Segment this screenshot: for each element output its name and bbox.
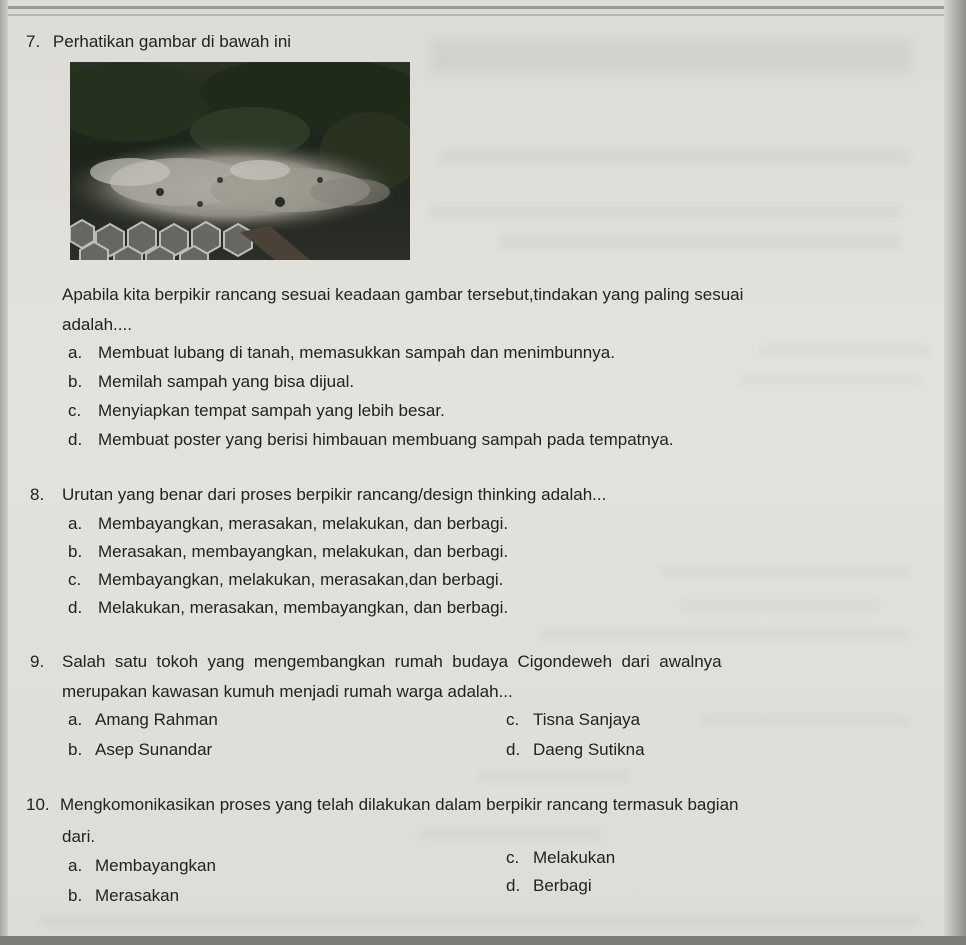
q9-header — [30, 652, 722, 672]
q7-option-b — [68, 372, 355, 392]
q10-question-line2: dari. — [62, 827, 96, 846]
q10-option-c-letter: c. — [506, 848, 520, 867]
q9-option-d-text: Daeng Sutikna — [533, 740, 645, 759]
q8-option-d-text: Melakukan, merasakan, membayangkan, dan berbagi. — [98, 598, 509, 617]
q7-option-d-text: Membuat poster yang berisi himbauan membuang sampah pada tempatnya. — [98, 430, 674, 449]
q9-option-c — [506, 710, 641, 730]
q8-option-d-letter: d. — [68, 598, 83, 617]
q7-option-c-letter: c. — [68, 401, 82, 420]
page-left-edge — [0, 0, 8, 945]
q10-option-a — [68, 856, 216, 876]
q7-question-line2: adalah.... — [62, 315, 132, 334]
q7-option-c-text: Menyiapkan tempat sampah yang lebih besar. — [98, 401, 445, 420]
q9-option-b-letter: b. — [68, 740, 83, 759]
q8-option-a — [68, 514, 509, 534]
q7-option-b-text: Memilah sampah yang bisa dijual. — [98, 372, 355, 391]
q7-prompt: Perhatikan gambar di bawah ini — [52, 32, 292, 51]
q7-option-d-letter: d. — [68, 430, 83, 449]
q8-header — [30, 485, 607, 505]
q10-option-d-text: Berbagi — [533, 876, 592, 895]
q10-option-c — [506, 848, 616, 868]
q8-option-a-text: Membayangkan, merasakan, melakukan, dan berbagi. — [98, 514, 509, 533]
q10-option-b-text: Merasakan — [95, 886, 180, 905]
q9-option-b-text: Asep Sunandar — [95, 740, 213, 759]
q8-option-b-text: Merasakan, membayangkan, melakukan, dan berbagi. — [98, 542, 509, 561]
top-rule-secondary — [0, 14, 966, 16]
bottom-page-edge — [0, 936, 966, 945]
q7-number: 7. — [26, 32, 41, 51]
q8-option-c-letter: c. — [68, 570, 82, 589]
q7-option-b-letter: b. — [68, 372, 83, 391]
q7-option-d — [68, 430, 674, 450]
q8-option-c — [68, 570, 504, 590]
q8-option-c-text: Membayangkan, melakukan, merasakan,dan berbagi. — [98, 570, 504, 589]
q10-option-d-letter: d. — [506, 876, 521, 895]
q9-option-a-letter: a. — [68, 710, 83, 729]
q7-photo-trash-pile — [70, 62, 410, 260]
q10-option-b — [68, 886, 180, 906]
top-rule — [0, 6, 966, 9]
q10-number: 10. — [26, 795, 50, 814]
q8-option-b — [68, 542, 509, 562]
q8-option-a-letter: a. — [68, 514, 83, 533]
trash-pile-image — [70, 62, 410, 260]
q8-question: Urutan yang benar dari proses berpikir rancang/design thinking adalah... — [62, 485, 607, 504]
q9-option-a-text: Amang Rahman — [95, 710, 218, 729]
q10-option-b-letter: b. — [68, 886, 83, 905]
page-right-edge — [944, 0, 966, 945]
q9-option-c-letter: c. — [506, 710, 520, 729]
q9-number: 9. — [30, 652, 45, 671]
q7-option-a-text: Membuat lubang di tanah, memasukkan sampah dan menimbunnya. — [98, 343, 615, 362]
q10-header — [26, 795, 739, 815]
q8-option-b-letter: b. — [68, 542, 83, 561]
q9-option-d-letter: d. — [506, 740, 521, 759]
q10-question-line1: Mengkomonikasikan proses yang telah dilakukan dalam berpikir rancang termasuk bagian — [60, 795, 739, 814]
q9-question-line1: Salah satu tokoh yang mengembangkan rumah budaya Cigondeweh dari awalnya — [62, 652, 722, 671]
q10-option-d — [506, 876, 592, 896]
q7-option-a — [68, 343, 615, 363]
q7-option-c — [68, 401, 445, 421]
q10-option-a-letter: a. — [68, 856, 83, 875]
q9-option-c-text: Tisna Sanjaya — [533, 710, 641, 729]
q7-option-a-letter: a. — [68, 343, 83, 362]
q8-number: 8. — [30, 485, 45, 504]
q8-option-d — [68, 598, 509, 618]
q10-option-a-text: Membayangkan — [95, 856, 216, 875]
q9-question-line2: merupakan kawasan kumuh menjadi rumah warga adalah... — [62, 682, 513, 701]
q9-option-a — [68, 710, 218, 730]
q7-header — [26, 32, 291, 52]
q7-question-line1: Apabila kita berpikir rancang sesuai keadaan gambar tersebut,tindakan yang paling sesuai — [62, 285, 744, 304]
q9-option-d — [506, 740, 645, 760]
q10-option-c-text: Melakukan — [533, 848, 616, 867]
q9-option-b — [68, 740, 213, 760]
